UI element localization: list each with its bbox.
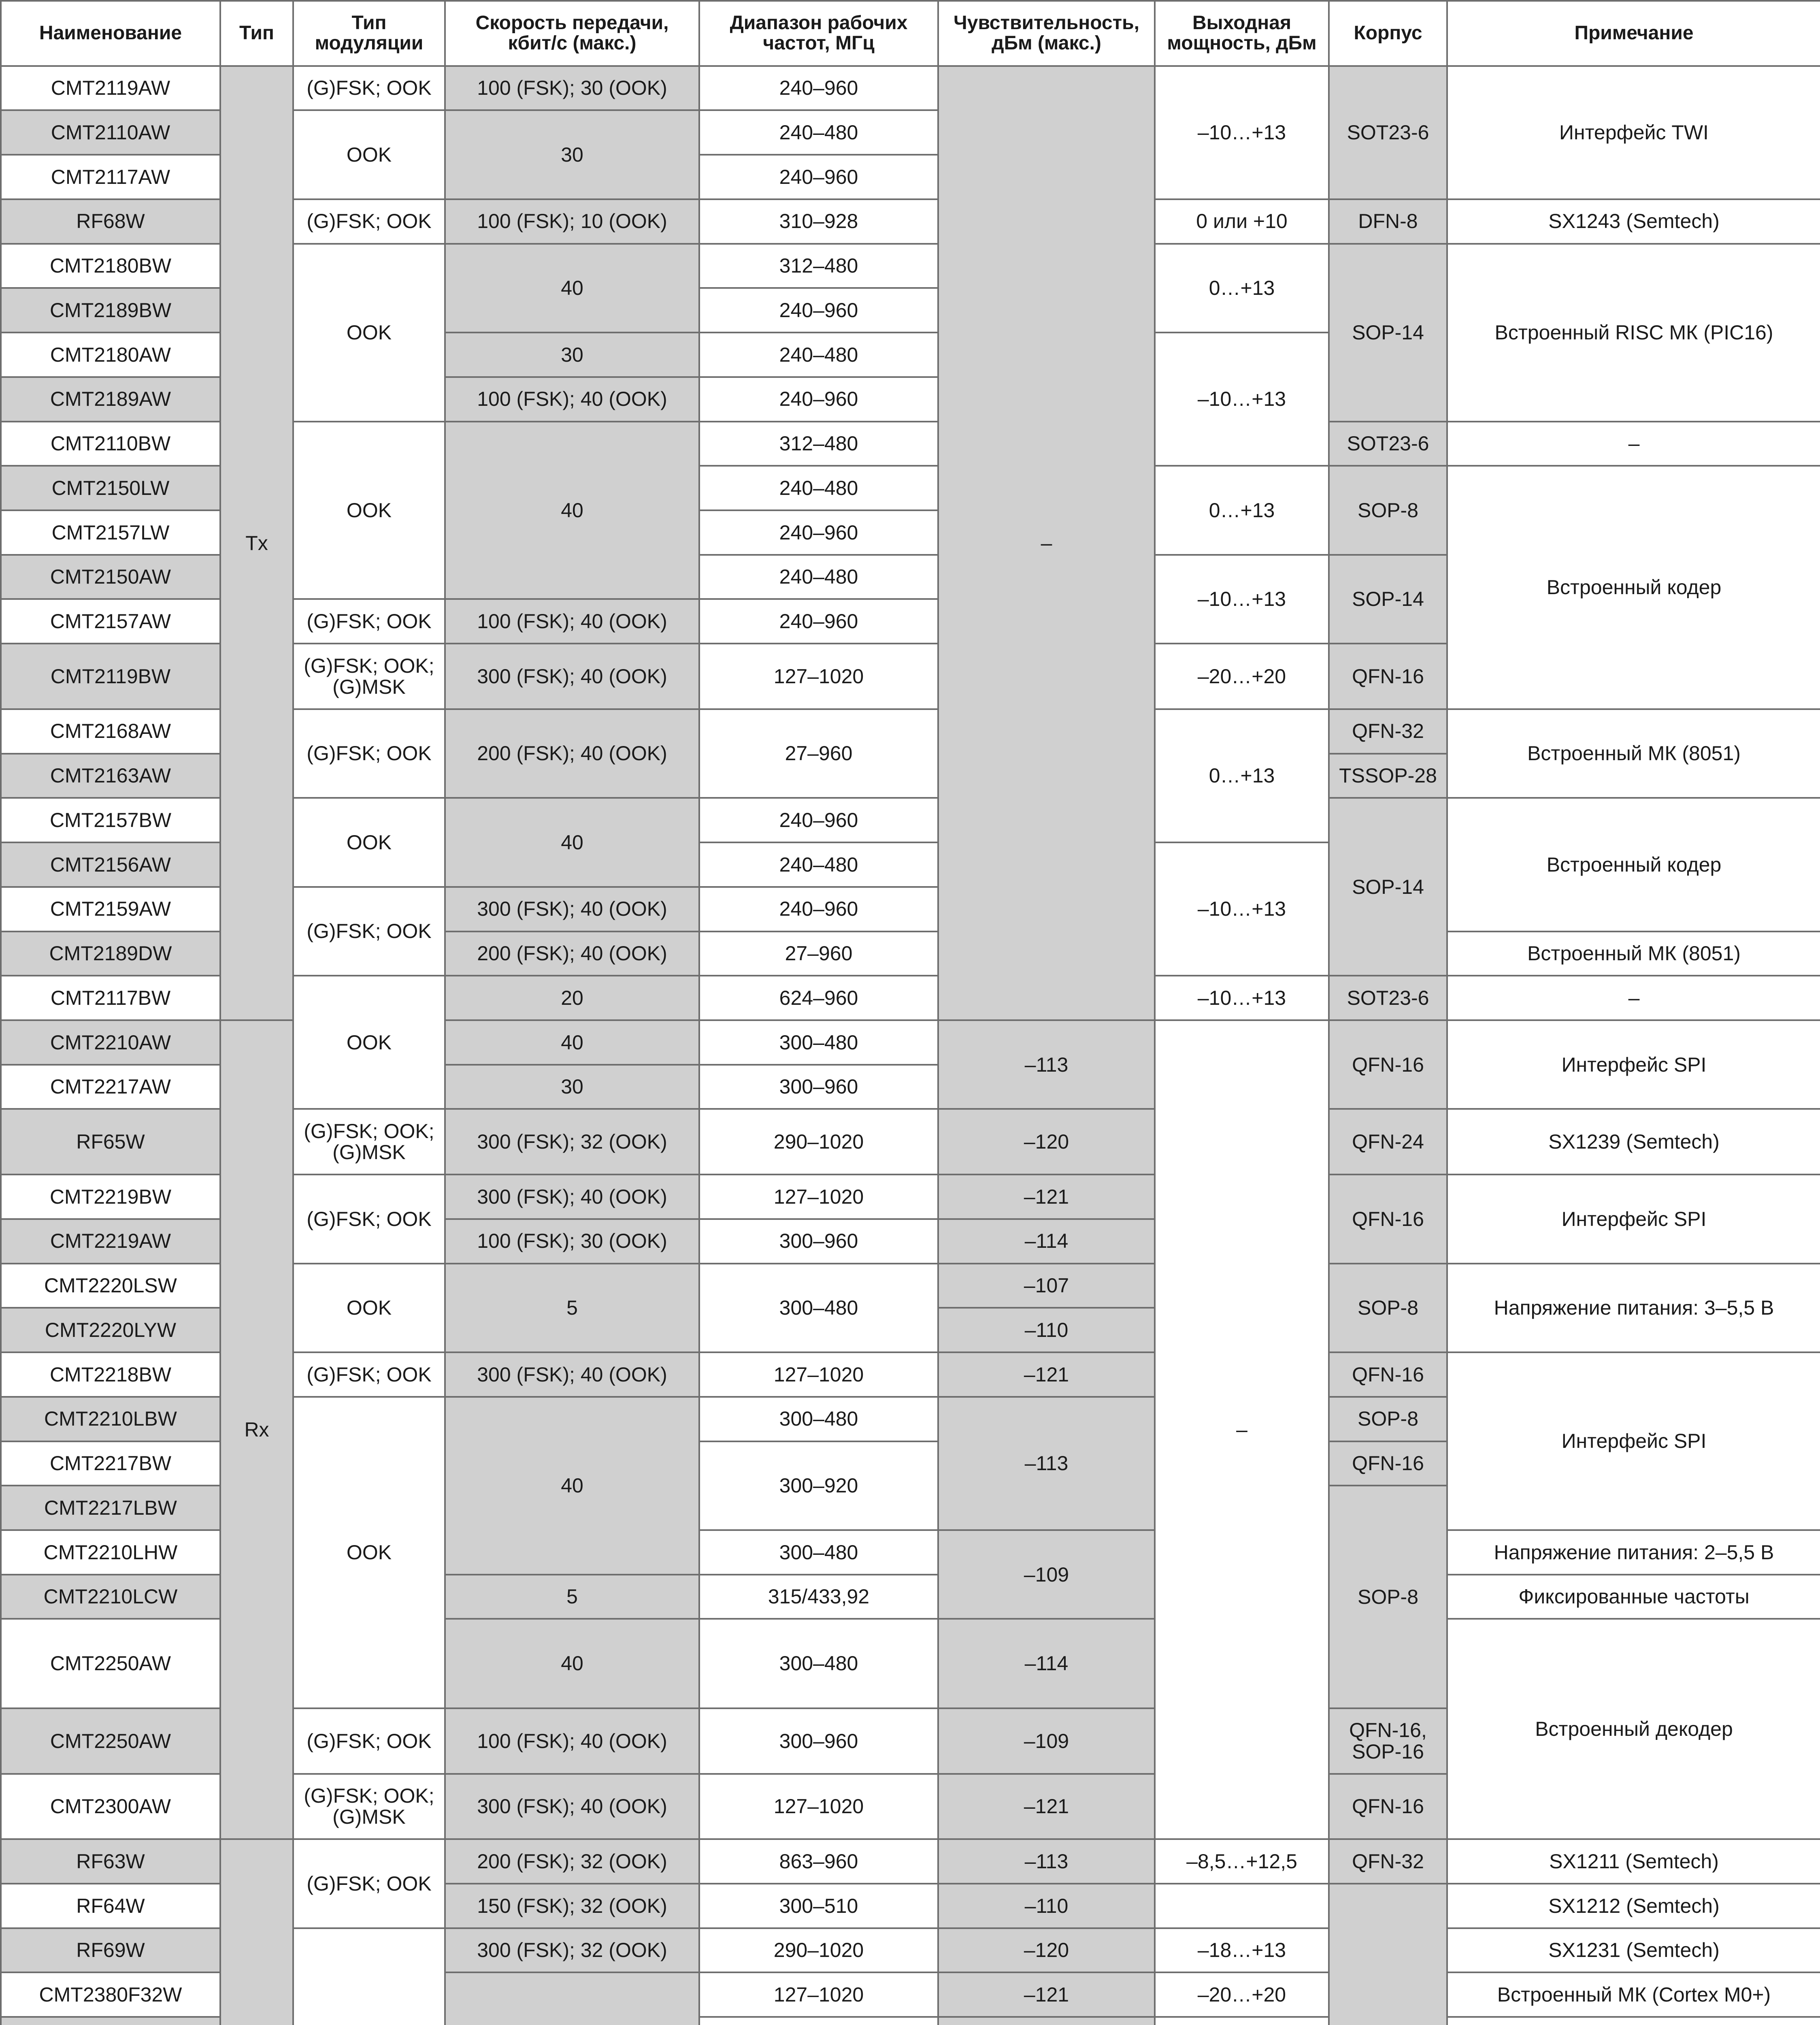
data-rate-cell: 200 (FSK); 40 (OOK) xyxy=(445,709,699,798)
name-cell: CMT2217BW xyxy=(1,1441,220,1486)
frequency-range-cell: 240–960 xyxy=(699,66,938,111)
package-cell: QFN-16 xyxy=(1329,1352,1447,1397)
modulation-cell: (G)FSK; OOK xyxy=(293,1839,445,1928)
modulation-cell: (G)FSK; OOK xyxy=(293,1174,445,1263)
sensitivity-cell: –114 xyxy=(938,1619,1155,1708)
name-cell: CMT2180BW xyxy=(1,244,220,288)
modulation-cell: (G)FSK; OOK xyxy=(293,1708,445,1774)
modulation-cell: (G)FSK; OOK xyxy=(293,199,445,244)
data-rate-cell: 40 xyxy=(445,244,699,333)
name-cell: RF64W xyxy=(1,1884,220,1928)
package-cell: QFN-16 xyxy=(1329,1020,1447,1109)
name-cell: CMT2380F32W xyxy=(1,1972,220,2017)
name-cell: CMT2189BW xyxy=(1,288,220,333)
name-cell: CMT2119BW xyxy=(1,644,220,709)
name-cell: RF65W xyxy=(1,1109,220,1174)
name-cell: CMT2217AW xyxy=(1,1065,220,1109)
package-cell: SOT23-6 xyxy=(1329,976,1447,1020)
package-cell: QFN-16, SOP-16 xyxy=(1329,1708,1447,1774)
header-name: Наименование xyxy=(1,1,220,66)
output-power-cell: –8,5…+12,5 xyxy=(1155,1839,1329,1884)
modulation-cell: OOK xyxy=(293,110,445,199)
data-rate-cell: 100 (FSK); 30 (OOK) xyxy=(445,1219,699,1264)
modulation-cell: (G)FSK; OOK xyxy=(293,887,445,976)
data-rate-cell: 20 xyxy=(445,976,699,1020)
sensitivity-cell: –113 xyxy=(938,1839,1155,1884)
data-rate-cell: 100 (FSK); 40 (OOK) xyxy=(445,1708,699,1774)
modulation-cell: OOK xyxy=(293,798,445,887)
table-row xyxy=(1,66,1820,111)
name-cell: RF69W xyxy=(1,1928,220,1973)
frequency-range-cell: 240–960 xyxy=(699,510,938,555)
sensitivity-cell: –110 xyxy=(938,1884,1155,1928)
name-cell: CMT2110AW xyxy=(1,110,220,155)
name-cell: CMT2150AW xyxy=(1,555,220,599)
name-cell: CMT2156AW xyxy=(1,842,220,887)
data-rate-cell: 5 xyxy=(445,1264,699,1352)
header-note: Примечание xyxy=(1447,1,1820,66)
sensitivity-cell: –121 xyxy=(938,1972,1155,2017)
frequency-range-cell: 240–960 xyxy=(699,798,938,842)
package-cell: TSSOP-28 xyxy=(1329,754,1447,798)
note-cell: Интерфейс TWI xyxy=(1447,66,1820,199)
output-power-cell: 0…+13 xyxy=(1155,244,1329,333)
note-cell: Напряжение питания: 3–5,5 В xyxy=(1447,1264,1820,1352)
frequency-range-cell: 290–1020 xyxy=(699,1928,938,1973)
output-power-cell: –10…+13 xyxy=(1155,66,1329,199)
package-cell: SOP-8 xyxy=(1329,1397,1447,1441)
frequency-range-cell: 127–1020 xyxy=(699,1774,938,1840)
note-cell: Встроенный МК (8051) xyxy=(1447,932,1820,976)
output-power-cell xyxy=(1155,1884,1329,1928)
package-cell xyxy=(1329,1884,1447,2025)
header-output-power: Выходная мощность, дБм xyxy=(1155,1,1329,66)
output-power-cell: –20…+20 xyxy=(1155,644,1329,709)
note-cell: SX1231 (Semtech) xyxy=(1447,1928,1820,1973)
output-power-cell: –18…+13 xyxy=(1155,1928,1329,1973)
modulation-cell: (G)FSK; OOK; (G)MSK xyxy=(293,1774,445,1840)
name-cell: CMT2220LSW xyxy=(1,1264,220,1308)
note-cell: – xyxy=(1447,422,1820,466)
name-cell: CMT2150LW xyxy=(1,466,220,510)
note-cell: Интерфейс SPI xyxy=(1447,1174,1820,1263)
name-cell: CMT2300AW xyxy=(1,1774,220,1840)
output-power-cell: 0 или +10 xyxy=(1155,199,1329,244)
data-rate-cell: 150 (FSK); 32 (OOK) xyxy=(445,1884,699,1928)
data-rate-cell: 40 xyxy=(445,1619,699,1708)
modulation-cell xyxy=(293,1928,445,2025)
note-cell: Встроенный кодер xyxy=(1447,466,1820,709)
data-rate-cell: 300 (FSK); 32 (OOK) xyxy=(445,1109,699,1174)
data-rate-cell: 100 (FSK); 40 (OOK) xyxy=(445,377,699,422)
frequency-range-cell: 300–480 xyxy=(699,1530,938,1575)
frequency-range-cell: 315/433,92 xyxy=(699,1575,938,1619)
note-cell xyxy=(1447,2017,1820,2025)
frequency-range-cell: 312–480 xyxy=(699,244,938,288)
frequency-range-cell: 27–960 xyxy=(699,709,938,798)
frequency-range-cell: 240–960 xyxy=(699,599,938,644)
output-power-cell: –10…+13 xyxy=(1155,976,1329,1020)
frequency-range-cell: 240–480 xyxy=(699,555,938,599)
type-cell: Tx xyxy=(220,66,293,1020)
package-cell: QFN-24 xyxy=(1329,1109,1447,1174)
data-rate-cell: 200 (FSK); 32 (OOK) xyxy=(445,1839,699,1884)
name-cell: RF63W xyxy=(1,1839,220,1884)
header-modulation: Тип модуляции xyxy=(293,1,445,66)
note-cell: Интерфейс SPI xyxy=(1447,1020,1820,1109)
data-rate-cell: 40 xyxy=(445,422,699,599)
data-rate-cell: 30 xyxy=(445,333,699,377)
data-rate-cell: 40 xyxy=(445,1397,699,1575)
note-cell: SX1243 (Semtech) xyxy=(1447,199,1820,244)
output-power-cell: 0…+13 xyxy=(1155,709,1329,842)
name-cell: CMT2189DW xyxy=(1,932,220,976)
note-cell: Интерфейс SPI xyxy=(1447,1352,1820,1530)
package-cell: QFN-16 xyxy=(1329,1774,1447,1840)
frequency-range-cell: 300–480 xyxy=(699,1264,938,1352)
header-package: Корпус xyxy=(1329,1,1447,66)
frequency-range-cell: 240–960 xyxy=(699,288,938,333)
table-row xyxy=(1,1839,1820,1884)
frequency-range-cell: 300–960 xyxy=(699,1219,938,1264)
sensitivity-cell xyxy=(938,2017,1155,2025)
header-sensitivity: Чувствительность, дБм (макс.) xyxy=(938,1,1155,66)
output-power-cell: –10…+13 xyxy=(1155,555,1329,644)
name-cell: CMT2117AW xyxy=(1,155,220,199)
name-cell: CMT2218BW xyxy=(1,1352,220,1397)
data-rate-cell: 300 (FSK); 40 (OOK) xyxy=(445,1174,699,1219)
name-cell xyxy=(1,2017,220,2025)
modulation-cell: OOK xyxy=(293,244,445,422)
modulation-cell: (G)FSK; OOK xyxy=(293,709,445,798)
package-cell: SOP-14 xyxy=(1329,244,1447,422)
package-cell: QFN-16 xyxy=(1329,644,1447,709)
type-cell: Rx xyxy=(220,1020,293,1839)
output-power-cell: –10…+13 xyxy=(1155,842,1329,976)
modulation-cell: OOK xyxy=(293,1264,445,1352)
note-cell: Встроенный RISC МК (PIC16) xyxy=(1447,244,1820,422)
sensitivity-cell: –121 xyxy=(938,1174,1155,1219)
frequency-range-cell: 127–1020 xyxy=(699,1352,938,1397)
note-cell: Встроенный МК (8051) xyxy=(1447,709,1820,798)
frequency-range-cell: 300–480 xyxy=(699,1619,938,1708)
data-rate-cell: 40 xyxy=(445,798,699,887)
name-cell: CMT2220LYW xyxy=(1,1308,220,1352)
sensitivity-cell: –113 xyxy=(938,1397,1155,1530)
frequency-range-cell: 290–1020 xyxy=(699,1109,938,1174)
data-rate-cell: 100 (FSK); 40 (OOK) xyxy=(445,599,699,644)
name-cell: CMT2250AW xyxy=(1,1708,220,1774)
frequency-range-cell: 300–920 xyxy=(699,1441,938,1530)
modulation-cell: (G)FSK; OOK xyxy=(293,599,445,644)
frequency-range-cell: 240–480 xyxy=(699,110,938,155)
header-data-rate: Скорость передачи, кбит/с (макс.) xyxy=(445,1,699,66)
modulation-cell: OOK xyxy=(293,1397,445,1708)
name-cell: CMT2163AW xyxy=(1,754,220,798)
modulation-cell: (G)FSK; OOK xyxy=(293,1352,445,1397)
note-cell: SX1211 (Semtech) xyxy=(1447,1839,1820,1884)
data-rate-cell: 300 (FSK); 32 (OOK) xyxy=(445,1928,699,1973)
frequency-range-cell: 863–960 xyxy=(699,1839,938,1884)
name-cell: CMT2110BW xyxy=(1,422,220,466)
package-cell: SOP-14 xyxy=(1329,555,1447,644)
data-rate-cell: 300 (FSK); 40 (OOK) xyxy=(445,644,699,709)
note-cell: Встроенный декодер xyxy=(1447,1619,1820,1839)
frequency-range-cell: 240–960 xyxy=(699,155,938,199)
frequency-range-cell: 240–960 xyxy=(699,887,938,932)
header-frequency-range: Диапазон рабочих частот, МГц xyxy=(699,1,938,66)
note-cell: Встроенный МК (Cortex M0+) xyxy=(1447,1972,1820,2017)
header-type: Тип xyxy=(220,1,293,66)
package-cell: SOT23-6 xyxy=(1329,422,1447,466)
frequency-range-cell: 240–480 xyxy=(699,466,938,510)
data-rate-cell: 30 xyxy=(445,110,699,199)
frequency-range-cell: 300–960 xyxy=(699,1708,938,1774)
frequency-range-cell: 300–510 xyxy=(699,1884,938,1928)
name-cell: CMT2157BW xyxy=(1,798,220,842)
data-rate-cell: 5 xyxy=(445,1575,699,1619)
frequency-range-cell: 127–1020 xyxy=(699,1972,938,2017)
frequency-range-cell: 240–480 xyxy=(699,333,938,377)
name-cell: CMT2219AW xyxy=(1,1219,220,1264)
output-power-cell: –10…+13 xyxy=(1155,333,1329,466)
name-cell: CMT2217LBW xyxy=(1,1486,220,1530)
output-power-cell: – xyxy=(1155,1020,1329,1839)
name-cell: CMT2219BW xyxy=(1,1174,220,1219)
modulation-cell: (G)FSK; OOK xyxy=(293,66,445,111)
package-cell: SOP-8 xyxy=(1329,1264,1447,1352)
output-power-cell xyxy=(1155,2017,1329,2025)
name-cell: CMT2157AW xyxy=(1,599,220,644)
name-cell: CMT2210AW xyxy=(1,1020,220,1065)
name-cell: CMT2159AW xyxy=(1,887,220,932)
frequency-range-cell: 312–480 xyxy=(699,422,938,466)
note-cell: Встроенный кодер xyxy=(1447,798,1820,931)
name-cell: CMT2250AW xyxy=(1,1619,220,1708)
modulation-cell: OOK xyxy=(293,976,445,1109)
data-rate-cell: 100 (FSK); 30 (OOK) xyxy=(445,66,699,111)
note-cell: Фиксированные частоты xyxy=(1447,1575,1820,1619)
name-cell: CMT2157LW xyxy=(1,510,220,555)
header-row xyxy=(1,1,1820,66)
sensitivity-cell: –109 xyxy=(938,1530,1155,1619)
frequency-range-cell: 127–1020 xyxy=(699,1174,938,1219)
frequency-range-cell: 300–480 xyxy=(699,1397,938,1441)
note-cell: SX1212 (Semtech) xyxy=(1447,1884,1820,1928)
data-rate-cell: 300 (FSK); 40 (OOK) xyxy=(445,1352,699,1397)
name-cell: CMT2168AW xyxy=(1,709,220,754)
name-cell: CMT2119AW xyxy=(1,66,220,111)
output-power-cell: 0…+13 xyxy=(1155,466,1329,554)
sensitivity-cell: –107 xyxy=(938,1264,1155,1308)
sensitivity-cell: –110 xyxy=(938,1308,1155,1352)
name-cell: CMT2210LHW xyxy=(1,1530,220,1575)
name-cell: CMT2210LBW xyxy=(1,1397,220,1441)
package-cell: QFN-32 xyxy=(1329,709,1447,754)
package-cell: SOP-8 xyxy=(1329,1486,1447,1708)
package-cell: QFN-16 xyxy=(1329,1441,1447,1486)
frequency-range-cell: 300–480 xyxy=(699,1020,938,1065)
note-cell: SX1239 (Semtech) xyxy=(1447,1109,1820,1174)
sensitivity-cell: –120 xyxy=(938,1109,1155,1174)
modulation-cell: (G)FSK; OOK; (G)MSK xyxy=(293,644,445,709)
name-cell: CMT2180AW xyxy=(1,333,220,377)
frequency-range-cell: 27–960 xyxy=(699,932,938,976)
data-rate-cell: 100 (FSK); 10 (OOK) xyxy=(445,199,699,244)
type-cell xyxy=(220,1839,293,2025)
modulation-cell: OOK xyxy=(293,422,445,599)
package-cell: SOP-14 xyxy=(1329,798,1447,976)
sensitivity-cell: –121 xyxy=(938,1774,1155,1840)
name-cell: CMT2189AW xyxy=(1,377,220,422)
output-power-cell: –20…+20 xyxy=(1155,1972,1329,2017)
data-rate-cell: 300 (FSK); 40 (OOK) xyxy=(445,1774,699,1840)
modulation-cell: (G)FSK; OOK; (G)MSK xyxy=(293,1109,445,1174)
note-cell: – xyxy=(1447,976,1820,1020)
sensitivity-cell: –114 xyxy=(938,1219,1155,1264)
frequency-range-cell: 127–1020 xyxy=(699,644,938,709)
package-cell: SOP-8 xyxy=(1329,466,1447,554)
package-cell: QFN-16 xyxy=(1329,1174,1447,1263)
name-cell: CMT2210LCW xyxy=(1,1575,220,1619)
name-cell: RF68W xyxy=(1,199,220,244)
frequency-range-cell: 310–928 xyxy=(699,199,938,244)
sensitivity-cell: –120 xyxy=(938,1928,1155,1973)
data-rate-cell: 200 (FSK); 40 (OOK) xyxy=(445,932,699,976)
data-rate-cell: 300 (FSK); 40 (OOK) xyxy=(445,887,699,932)
frequency-range-cell: 624–960 xyxy=(699,976,938,1020)
sensitivity-cell: –113 xyxy=(938,1020,1155,1109)
package-cell: SOT23-6 xyxy=(1329,66,1447,199)
sensitivity-cell: –109 xyxy=(938,1708,1155,1774)
frequency-range-cell: 240–480 xyxy=(699,842,938,887)
frequency-range-cell: 300–960 xyxy=(699,1065,938,1109)
note-cell: Напряжение питания: 2–5,5 В xyxy=(1447,1530,1820,1575)
sensitivity-cell: –121 xyxy=(938,1352,1155,1397)
frequency-range-cell: 240–960 xyxy=(699,377,938,422)
package-cell: DFN-8 xyxy=(1329,199,1447,244)
data-rate-cell xyxy=(445,1972,699,2025)
sensitivity-cell: – xyxy=(938,66,1155,1020)
table-row xyxy=(1,1020,1820,1065)
package-cell: QFN-32 xyxy=(1329,1839,1447,1884)
name-cell: CMT2117BW xyxy=(1,976,220,1020)
frequency-range-cell xyxy=(699,2017,938,2025)
data-rate-cell: 30 xyxy=(445,1065,699,1109)
data-rate-cell: 40 xyxy=(445,1020,699,1065)
